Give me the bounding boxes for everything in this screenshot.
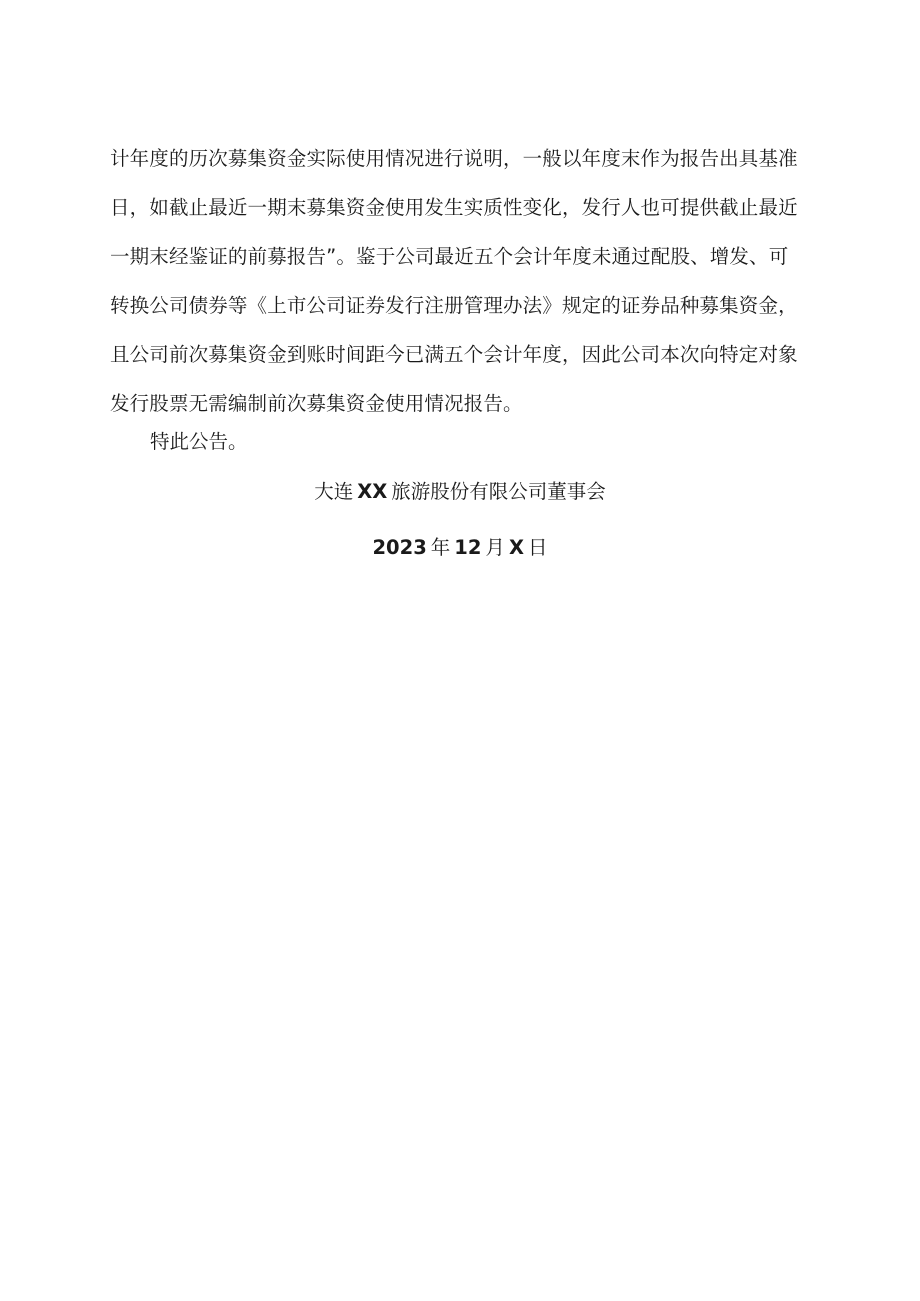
date-month: 12 xyxy=(454,536,482,559)
org-name-code: XX xyxy=(357,480,388,503)
paragraph-line-3: 一期末经鉴证的前募报告”。鉴于公司最近五个会计年度未通过配股、增发、可 xyxy=(110,245,789,268)
paragraph-line-4: 转换公司债券等《上市公司证券发行注册管理办法》规定的证券品种募集资金， xyxy=(110,294,798,317)
date-month-unit: 月 xyxy=(485,536,505,559)
closing-statement: 特此公告。 xyxy=(150,430,248,453)
date-day: X xyxy=(508,536,524,559)
announcement-paragraph xyxy=(110,134,830,428)
paragraph-line-1: 计年度的历次募集资金实际使用情况进行说明，一般以年度末作为报告出具基准 xyxy=(110,147,798,170)
org-name-suffix: 旅游股份有限公司董事会 xyxy=(391,480,606,503)
paragraph-line-2: 日，如截止最近一期末募集资金使用发生实质性变化，发行人也可提供截止最近 xyxy=(110,196,798,219)
paragraph-line-5: 且公司前次募集资金到账时间距今已满五个会计年度，因此公司本次向特定对象 xyxy=(110,343,798,366)
date-year: 2023 xyxy=(372,536,427,559)
date-year-unit: 年 xyxy=(430,536,451,559)
org-name-prefix: 大连 xyxy=(314,480,354,503)
signature-board xyxy=(0,472,920,512)
paragraph-line-6: 发行股票无需编制前次募集资金使用情况报告。 xyxy=(110,392,523,415)
signature-date xyxy=(0,528,920,568)
date-day-unit: 日 xyxy=(527,536,548,559)
